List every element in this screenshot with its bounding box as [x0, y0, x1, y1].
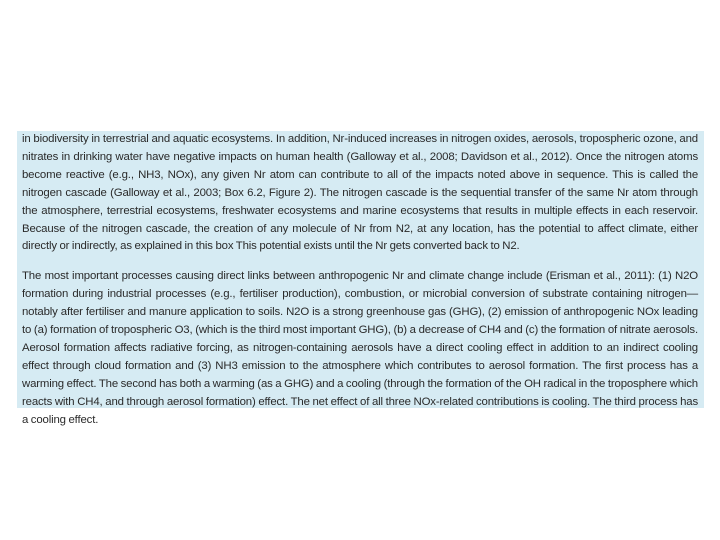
document-excerpt — [17, 131, 704, 426]
paragraph-nitrogen-cascade: in biodiversity in terrestrial and aquatic ecosystems. In addition, Nr-induced increases in nitrogen oxides, aerosols, tropospheric ozone, and nitrates in drinking water have negative impacts on human health (Galloway et al., 2008; Davidson et al., 2012). Once the nitrogen atoms become reactive (e.g., NH3, NOx), any given Nr atom can contribute to all of the impacts noted above in sequence. This is called the nitrogen cascade (Galloway et al., 2003; Box 6.2, Figure 2). The nitrogen cascade is the sequential transfer of the same Nr atom through the atmosphere, terrestrial ecosystems, freshwater ecosystems and marine ecosystems that results in multiple effects in each reservoir. Because of the nitrogen cascade, the creation of any molecule of Nr from N2, at any location, has the potential to affect climate, either directly or indirectly, as explained in this box This potential exists until the Nr gets converted back to N2. — [22, 133, 698, 253]
paragraph-climate-processes: The most important processes causing direct links between anthropogenic Nr and climate change include (Erisman et al., 2011): (1) N2O formation during industrial processes (e.g., fertiliser production), combustion, or microbial conversion of substrate containing nitrogen—notably after fertiliser and manure application to soils. N2O is a strong greenhouse gas (GHG), (2) emission of anthropogenic NOx leading to (a) formation of tropospheric O3, (which is the third most important GHG), (b) a decrease of CH4 and (c) the formation of nitrate aerosols. Aerosol formation affects radiative forcing, as nitrogen-containing aerosols have a direct cooling effect in addition to an indirect cooling effect through cloud formation and (3) NH3 emission to the atmosphere which contributes to aerosol formation. The first process has a warming effect. The second has both a warming (as a GHG) and a cooling (through the formation of the OH radical in the troposphere which reacts with CH4, and through aerosol formation) effect. The net effect of all three NOx-related contributions is cooling. The third process has a cooling effect. — [22, 270, 698, 426]
